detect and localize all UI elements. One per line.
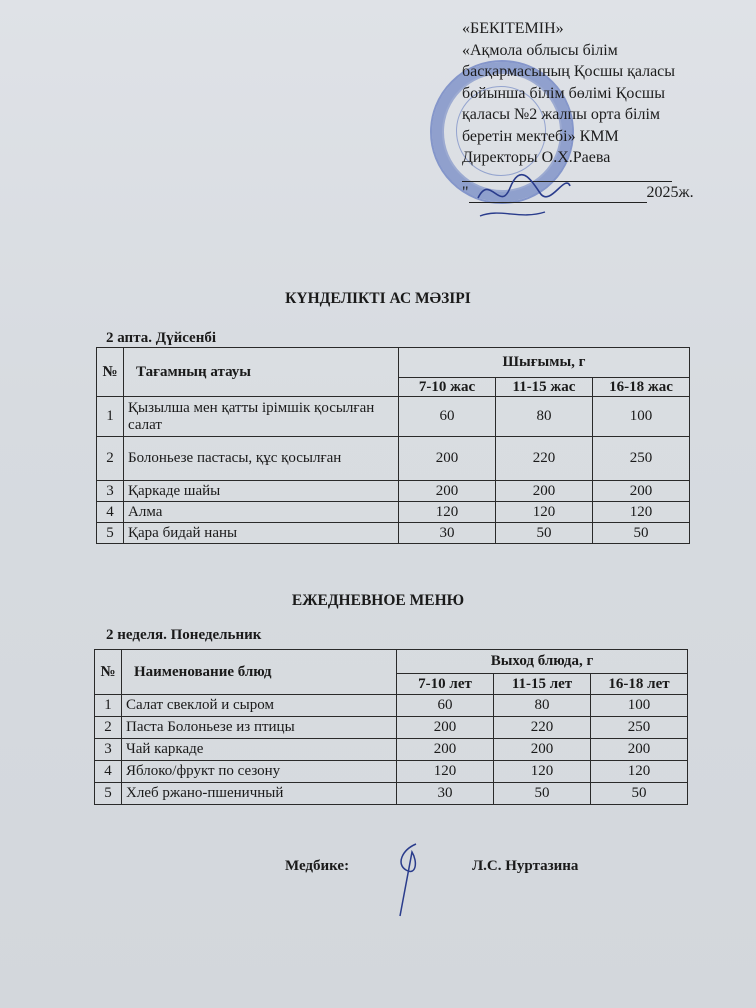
date-quote: ": [462, 183, 469, 201]
row-number: 3: [95, 739, 122, 761]
col-age-header: 11-15 лет: [494, 674, 591, 695]
col-name-header: Тағамның атауы: [124, 348, 399, 397]
col-num-header: №: [95, 650, 122, 695]
portion-value: 50: [496, 523, 593, 544]
row-number: 1: [97, 397, 124, 437]
portion-value: 50: [494, 783, 591, 805]
col-age-header: 16-18 лет: [591, 674, 688, 695]
table-row: [97, 397, 690, 437]
col-output-header: Шығымы, г: [399, 348, 690, 378]
portion-value: 60: [399, 397, 496, 437]
nurse-name: Л.С. Нуртазина: [472, 858, 579, 874]
dish-name: Болоньезе пастасы, құс қосылған: [124, 437, 399, 481]
row-number: 4: [95, 761, 122, 783]
director-signature: [470, 168, 580, 228]
table-row: [97, 502, 690, 523]
portion-value: 200: [591, 739, 688, 761]
portion-value: 120: [494, 761, 591, 783]
menu-title-kz: КҮНДЕЛІКТІ АС МӘЗІРІ: [285, 290, 471, 307]
portion-value: 200: [593, 481, 690, 502]
col-age-header: 7-10 жас: [399, 378, 496, 397]
portion-value: 50: [593, 523, 690, 544]
dish-name: Қызылша мен қатты ірімшік қосылған салат: [124, 397, 399, 437]
approval-line: қаласы №2 жалпы орта білім: [462, 106, 661, 123]
portion-value: 50: [591, 783, 688, 805]
portion-value: 100: [591, 695, 688, 717]
approval-line: Директоры О.Х.Раева: [462, 149, 611, 166]
dish-name: Хлеб ржано-пшеничный: [122, 783, 397, 805]
row-number: 2: [95, 717, 122, 739]
portion-value: 200: [397, 739, 494, 761]
dish-name: Қаркаде шайы: [124, 481, 399, 502]
portion-value: 30: [399, 523, 496, 544]
portion-value: 120: [397, 761, 494, 783]
table-row: [95, 717, 688, 739]
table-row: [95, 739, 688, 761]
menu-subtitle-ru: 2 неделя. Понедельник: [106, 627, 262, 643]
portion-value: 80: [494, 695, 591, 717]
nurse-label: Медбике:: [285, 858, 350, 874]
portion-value: 250: [593, 437, 690, 481]
menu-table-ru: [94, 649, 688, 805]
row-number: 1: [95, 695, 122, 717]
col-age-header: 11-15 жас: [496, 378, 593, 397]
col-age-header: 7-10 лет: [397, 674, 494, 695]
portion-value: 120: [591, 761, 688, 783]
portion-value: 220: [496, 437, 593, 481]
menu-title-ru: ЕЖЕДНЕВНОЕ МЕНЮ: [291, 592, 465, 609]
approval-line: «БЕКІТЕМІН»: [462, 20, 564, 37]
row-number: 4: [97, 502, 124, 523]
approval-line: бойынша білім бөлімі Қосшы: [462, 84, 665, 102]
portion-value: 200: [399, 437, 496, 481]
table-row: [97, 437, 690, 481]
row-number: 3: [97, 481, 124, 502]
nurse-signature: [388, 840, 428, 920]
dish-name: Паста Болоньезе из птицы: [122, 717, 397, 739]
portion-value: 100: [593, 397, 690, 437]
approval-year: 2025ж.: [646, 183, 694, 201]
portion-value: 200: [397, 717, 494, 739]
portion-value: 200: [494, 739, 591, 761]
menu-table-kz: [96, 347, 690, 544]
row-number: 5: [97, 523, 124, 544]
menu-subtitle-kz: 2 апта. Дүйсенбі: [106, 330, 217, 346]
table-row: [97, 523, 690, 544]
approval-line: басқармасының Қосшы қаласы: [462, 63, 676, 80]
dish-name: Яблоко/фрукт по сезону: [122, 761, 397, 783]
portion-value: 200: [399, 481, 496, 502]
portion-value: 120: [496, 502, 593, 523]
portion-value: 60: [397, 695, 494, 717]
portion-value: 120: [593, 502, 690, 523]
col-age-header: 16-18 жас: [593, 378, 690, 397]
portion-value: 200: [496, 481, 593, 502]
portion-value: 220: [494, 717, 591, 739]
col-output-header: Выход блюда, г: [397, 650, 688, 674]
col-num-header: №: [97, 348, 124, 397]
dish-name: Салат свеклой и сыром: [122, 695, 397, 717]
dish-name: Алма: [124, 502, 399, 523]
row-number: 5: [95, 783, 122, 805]
table-row: [97, 481, 690, 502]
col-name-header: Наименование блюд: [122, 650, 397, 695]
row-number: 2: [97, 437, 124, 481]
table-row: [95, 695, 688, 717]
dish-name: Қара бидай наны: [124, 523, 399, 544]
portion-value: 80: [496, 397, 593, 437]
table-row: [95, 761, 688, 783]
approval-line: беретін мектебі» КММ: [462, 127, 619, 145]
portion-value: 120: [399, 502, 496, 523]
dish-name: Чай каркаде: [122, 739, 397, 761]
portion-value: 30: [397, 783, 494, 805]
table-row: [95, 783, 688, 805]
portion-value: 250: [591, 717, 688, 739]
approval-line: «Ақмола облысы білім: [462, 41, 618, 59]
